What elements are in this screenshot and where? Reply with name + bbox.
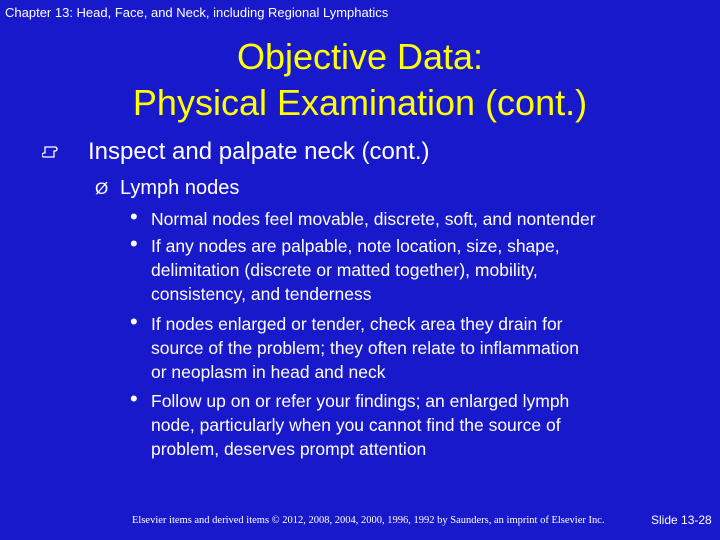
bullet-line: Follow up on or refer your findings; an enlarged lymph <box>151 391 570 411</box>
bullet-line: If any nodes are palpable, note location, size, shape, <box>151 236 560 256</box>
bullet-line: delimitation (discrete or matted together), mobility, <box>151 260 538 280</box>
bullet-line: node, particularly when you cannot find the source of <box>151 415 561 435</box>
copyright-footer: Elsevier items and derived items © 2012, 2008, 2004, 2000, 1996, 1992 by Saunders, an imprint of Elsevier Inc. <box>132 515 605 526</box>
bullet-line: problem, deserves prompt attention <box>151 439 427 459</box>
dot-bullet-icon: • <box>130 204 138 229</box>
dot-bullet-icon: • <box>130 309 138 334</box>
bullet-line: source of the problem; they often relate to inflammation <box>151 338 580 358</box>
bullet-item <box>130 386 670 461</box>
dot-bullet-icon: • <box>130 231 138 256</box>
level2-text: Lymph nodes <box>120 177 240 199</box>
slide-number: Slide 13-28 <box>651 513 712 527</box>
slide-title <box>0 34 720 126</box>
title-line-1: Objective Data: <box>236 36 484 77</box>
bullet-line: If nodes enlarged or tender, check area they drain for <box>151 314 563 334</box>
bullet-line: consistency, and tenderness <box>151 284 372 304</box>
level1-text: Inspect and palpate neck (cont.) <box>88 138 430 165</box>
title-line-2: Physical Examination (cont.) <box>132 82 588 123</box>
arrow-bullet-icon: Ø <box>95 179 109 198</box>
bullet-line: Normal nodes feel movable, discrete, soft, and nontender <box>151 209 596 229</box>
dot-bullet-icon: • <box>130 386 138 411</box>
scroll-icon <box>42 141 60 171</box>
chapter-header: Chapter 13: Head, Face, and Neck, including Regional Lymphatics <box>5 5 389 20</box>
bullet-item <box>130 231 670 306</box>
bullet-item <box>130 309 670 384</box>
bullet-line: or neoplasm in head and neck <box>151 362 386 382</box>
bullet-item <box>130 204 670 231</box>
